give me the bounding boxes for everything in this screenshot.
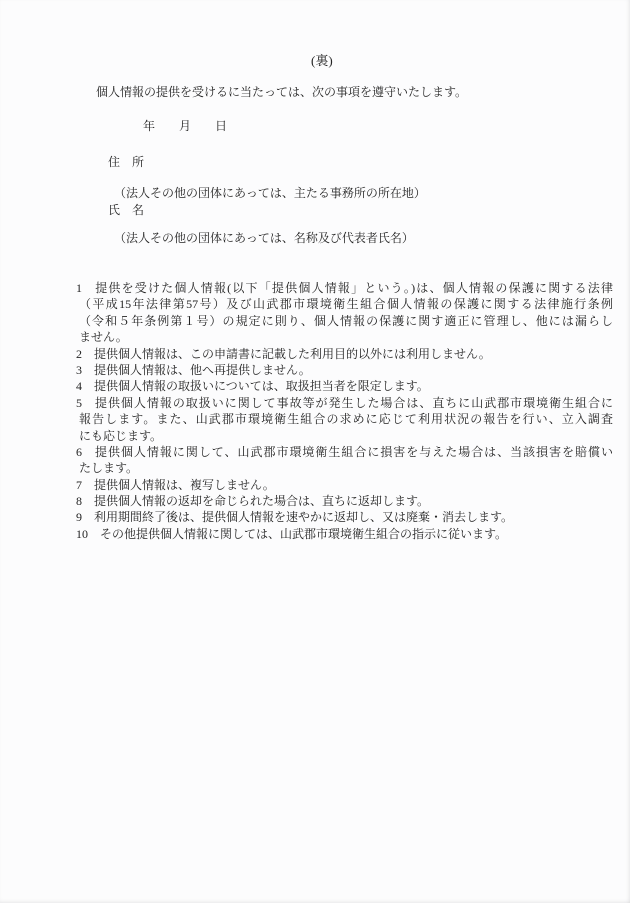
term-4-number: 4 [76, 379, 82, 394]
intro-text: 個人情報の提供を受けるに当たっては、次の事項を遵守いたします。 [96, 85, 468, 99]
term-9-number: 9 [76, 510, 82, 525]
term-3-number: 3 [76, 362, 82, 377]
term-10-line-1 [0, 526, 630, 542]
term-2-text: 提供個人情報は、この申請書に記載した利用目的以外には利用しません。 [94, 346, 491, 361]
term-1-line-3: （令和５年条例第１号）の規定に則り、個人情報の保護に関す適正に管理し、他には漏らし [79, 313, 613, 328]
page-side-label: (裏) [311, 53, 333, 68]
term-4-text: 提供個人情報の取扱いについては、取扱担当者を限定します。 [94, 379, 429, 394]
name-label: 氏 名 [108, 203, 145, 217]
term-1-line-1 [0, 280, 613, 296]
term-1-line-2: （平成15年法律第57号）及び山武郡市環境衛生組合個人情報の保護に関する法律施行条例 [79, 297, 613, 312]
address-note: （法人その他の団体にあっては、主たる事務所の所在地） [114, 186, 426, 200]
term-9-text: 利用期間終了後は、提供個人情報を速やかに返却し、又は廃棄・消去します。 [94, 510, 514, 525]
address-label: 住 所 [108, 155, 145, 169]
term-8-line-1 [0, 493, 630, 509]
term-7-text: 提供個人情報は、複写しません。 [94, 477, 275, 492]
term-5-line-2: 報告します。また、山武郡市環境衛生組合の求めに応じて利用状況の報告を行い、立入調査 [79, 412, 613, 427]
term-5-text: 提供個人情報の取扱いに関して事故等が発生した場合は、直ちに山武郡市環境衛生組合に [94, 395, 613, 410]
term-9-line-1 [0, 509, 630, 525]
date-line: 年 月 日 [143, 119, 228, 133]
term-5-line-3: にも応じます。 [79, 428, 163, 443]
term-10-number: 10 [76, 526, 88, 541]
term-2-line-1 [0, 346, 630, 362]
term-3-line-1 [0, 362, 630, 378]
term-7-line-1 [0, 477, 630, 493]
term-8-text: 提供個人情報の返却を命じられた場合は、直ちに返却します。 [94, 494, 430, 509]
term-1-number: 1 [76, 281, 82, 295]
term-4-line-1 [0, 378, 630, 394]
term-5-line-1 [0, 395, 613, 411]
term-6-text: 提供個人情報に関して、山武郡市環境衛生組合に損害を与えた場合は、当該損害を賠償い [94, 444, 613, 459]
term-6-line-2: たします。 [79, 461, 139, 476]
term-8-number: 8 [76, 494, 82, 509]
term-6-line-1 [0, 444, 613, 460]
terms-list [0, 280, 630, 542]
term-10-text: その他提供個人情報に関しては、山武郡市環境衛生組合の指示に従います。 [100, 526, 508, 541]
term-7-number: 7 [76, 477, 82, 492]
term-3-text: 提供個人情報は、他へ再提供しません。 [94, 362, 311, 377]
term-5-number: 5 [76, 395, 82, 410]
term-1-line-4: ません。 [79, 330, 128, 345]
term-6-number: 6 [76, 444, 82, 459]
name-note: （法人その他の団体にあっては、名称及び代表者氏名） [114, 231, 414, 245]
term-1-text: 提供を受けた個人情報(以下「提供個人情報」という。)は、個人情報の保護に関する法律 [94, 281, 613, 295]
term-2-number: 2 [76, 346, 82, 361]
